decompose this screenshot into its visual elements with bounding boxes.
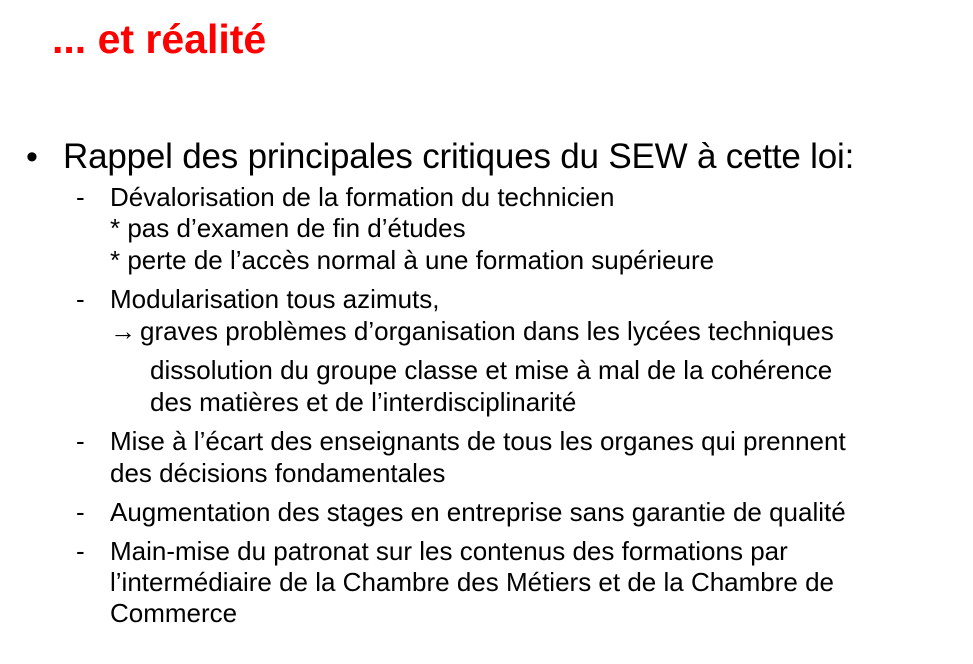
sub-item-2-arrow-text: graves problèmes d’organisation dans les lycées techniques — [140, 316, 834, 346]
dash-marker: - — [76, 182, 85, 212]
sub-item-4-line-1: Augmentation des stages en entreprise sans garantie de qualité — [110, 497, 846, 527]
sub-item-5-line-1: Main-mise du patronat sur les contenus des formations par — [110, 536, 788, 566]
sub-item-1-line-3: * perte de l’accès normal à une formation supérieure — [110, 245, 715, 275]
dash-marker: - — [76, 426, 85, 456]
sub-item-2-line-4: des matières et de l’interdisciplinarité — [150, 387, 577, 417]
sub-item-2-line-3: dissolution du groupe classe et mise à mal de la cohérence — [150, 355, 833, 385]
bullet-marker: • — [26, 138, 38, 176]
sub-item-5-line-2: l’intermédiaire de la Chambre des Métiers et de la Chambre de — [110, 567, 835, 597]
sub-item-2-line-1: Modularisation tous azimuts, — [110, 284, 440, 314]
dash-marker: - — [76, 497, 85, 527]
sub-item-5-line-3: Commerce — [110, 598, 238, 628]
sub-item-3-line-1: Mise à l’écart des enseignants de tous les organes qui prennent — [110, 426, 846, 456]
dash-marker: - — [76, 284, 85, 314]
arrow-right-icon: → — [110, 316, 136, 346]
sub-item-1-line-1: Dévalorisation de la formation du technicien — [110, 182, 615, 212]
main-bullet-text: Rappel des principales critiques du SEW à cette loi: — [63, 137, 855, 176]
dash-marker: - — [76, 536, 85, 566]
slide-title: ... et réalité — [52, 16, 267, 62]
sub-item-3-line-2: des décisions fondamentales — [110, 458, 446, 488]
sub-item-2-line-2 — [110, 315, 834, 347]
sub-item-1-line-2: * pas d’examen de fin d’études — [110, 213, 466, 243]
